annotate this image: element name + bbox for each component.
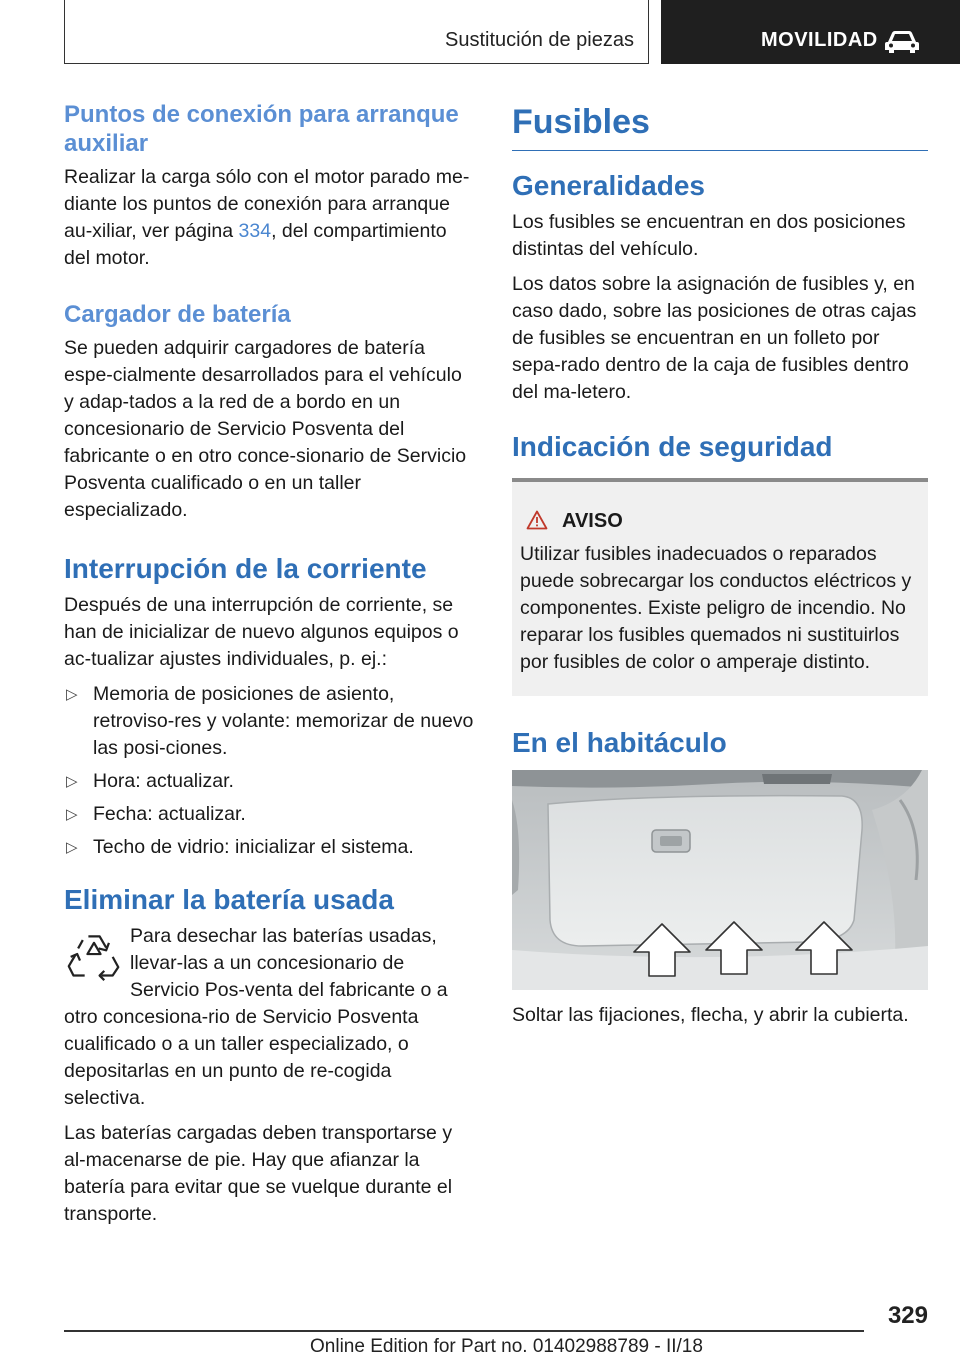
list-item (64, 834, 476, 861)
figure-caption: Soltar las fijaciones, flecha, y abrir la cubierta. (512, 1004, 909, 1026)
warning-title-text: AVISO (562, 510, 623, 532)
page-number: 329 (887, 1302, 928, 1329)
left-column (64, 100, 476, 1236)
list-item (64, 768, 476, 795)
section-title-safety: Indicación de seguridad (512, 431, 833, 462)
section-title-passenger-compartment: En el habitáculo (512, 727, 727, 758)
paragraph-text: Realizar la carga sólo con el motor parado me-diante los puntos de conexión para arranque au-xiliar, ver página (64, 166, 470, 242)
list-item-text: Fecha: actualizar. (93, 803, 246, 825)
triangle-bullet-icon: ▷ (66, 806, 78, 823)
list-item-text: Techo de vidrio: inicializar el sistema. (93, 836, 414, 858)
header-chapter-tab (661, 0, 960, 64)
page-link[interactable]: 334 (238, 220, 272, 242)
recycle-icon (66, 927, 122, 983)
right-column (512, 100, 928, 1037)
footer-divider (64, 1330, 864, 1332)
warning-text: Utilizar fusibles inadecuados o reparados puede sobrecargar los conductos eléctricos y componentes. Existe peligro de incendio. No reparar los fusibles quemados ni sustituirlos por fusibles de color o amperaje distinto. (520, 543, 912, 673)
section-title-jump-start: Puntos de conexión para arranque auxiliar (64, 101, 459, 157)
footer-edition: Online Edition for Part no. 01402988789 - II/18 (310, 1336, 703, 1357)
section-title-power-interruption: Interrupción de la corriente (64, 553, 427, 584)
header-section-tab (64, 0, 649, 64)
chapter-title-fuses: Fusibles (512, 100, 928, 151)
paragraph-general-2: Los datos sobre la asignación de fusibles y, en caso dado, sobre las posiciones de otras cajas de fusibles se encuentran en un folleto por sepa-rado dentro de la caja de fusibles dentro del ma-letero. (512, 273, 917, 403)
warning-icon (526, 510, 548, 530)
warning-box (512, 478, 928, 696)
list-item (64, 801, 476, 828)
paragraph-battery-charger: Se pueden adquirir cargadores de batería espe-cialmente desarrollados para el vehículo y adap-tados a la red de a bordo en un concesionario de Servicio Posventa del fabricante o en otro conce-sionario de Servicio Posventa cualificado o en un taller especializado. (64, 337, 467, 521)
section-title-battery-charger: Cargador de batería (64, 301, 291, 328)
glovebox-photo (512, 770, 928, 990)
list-item-text: Memoria de posiciones de asiento, retroviso-res y volante: memorizar de nuevo las posi-ciones. (93, 683, 474, 759)
paragraph-battery-disposal: Para desechar las baterías usadas, llevar-las a un concesionario de Servicio Pos-venta del fabricante o a otro concesiona-rio de Servicio Posventa cualificado o a un taller especializado, o depositarlas en un punto de re-cogida selectiva. (64, 925, 448, 1109)
paragraph-text: , del compartimiento del motor. (64, 220, 447, 269)
section-title-battery-disposal: Eliminar la batería usada (64, 884, 394, 915)
car-icon (884, 28, 920, 54)
triangle-bullet-icon: ▷ (66, 773, 78, 790)
header-chapter-title: MOVILIDAD (761, 29, 878, 51)
triangle-bullet-icon: ▷ (66, 839, 78, 856)
bullet-list (64, 681, 476, 861)
section-title-general: Generalidades (512, 170, 705, 201)
paragraph-jump-start (64, 164, 476, 272)
header-section-title: Sustitución de piezas (444, 29, 634, 51)
warning-title (520, 508, 920, 535)
list-item (64, 681, 476, 762)
paragraph-general-1: Los fusibles se encuentran en dos posiciones distintas del vehículo. (512, 211, 906, 260)
recycle-note (64, 923, 476, 1112)
paragraph-battery-transport: Las baterías cargadas deben transportarse y al-macenarse de pie. Hay que afianzar la batería para evitar que se vuelque durante el transporte. (64, 1122, 453, 1225)
paragraph-power-interruption: Después de una interrupción de corriente, se han de inicializar de nuevo algunos equipos o ac-tualizar ajustes individuales, p. ej.: (64, 594, 459, 670)
triangle-bullet-icon: ▷ (66, 686, 78, 703)
list-item-text: Hora: actualizar. (93, 770, 234, 792)
